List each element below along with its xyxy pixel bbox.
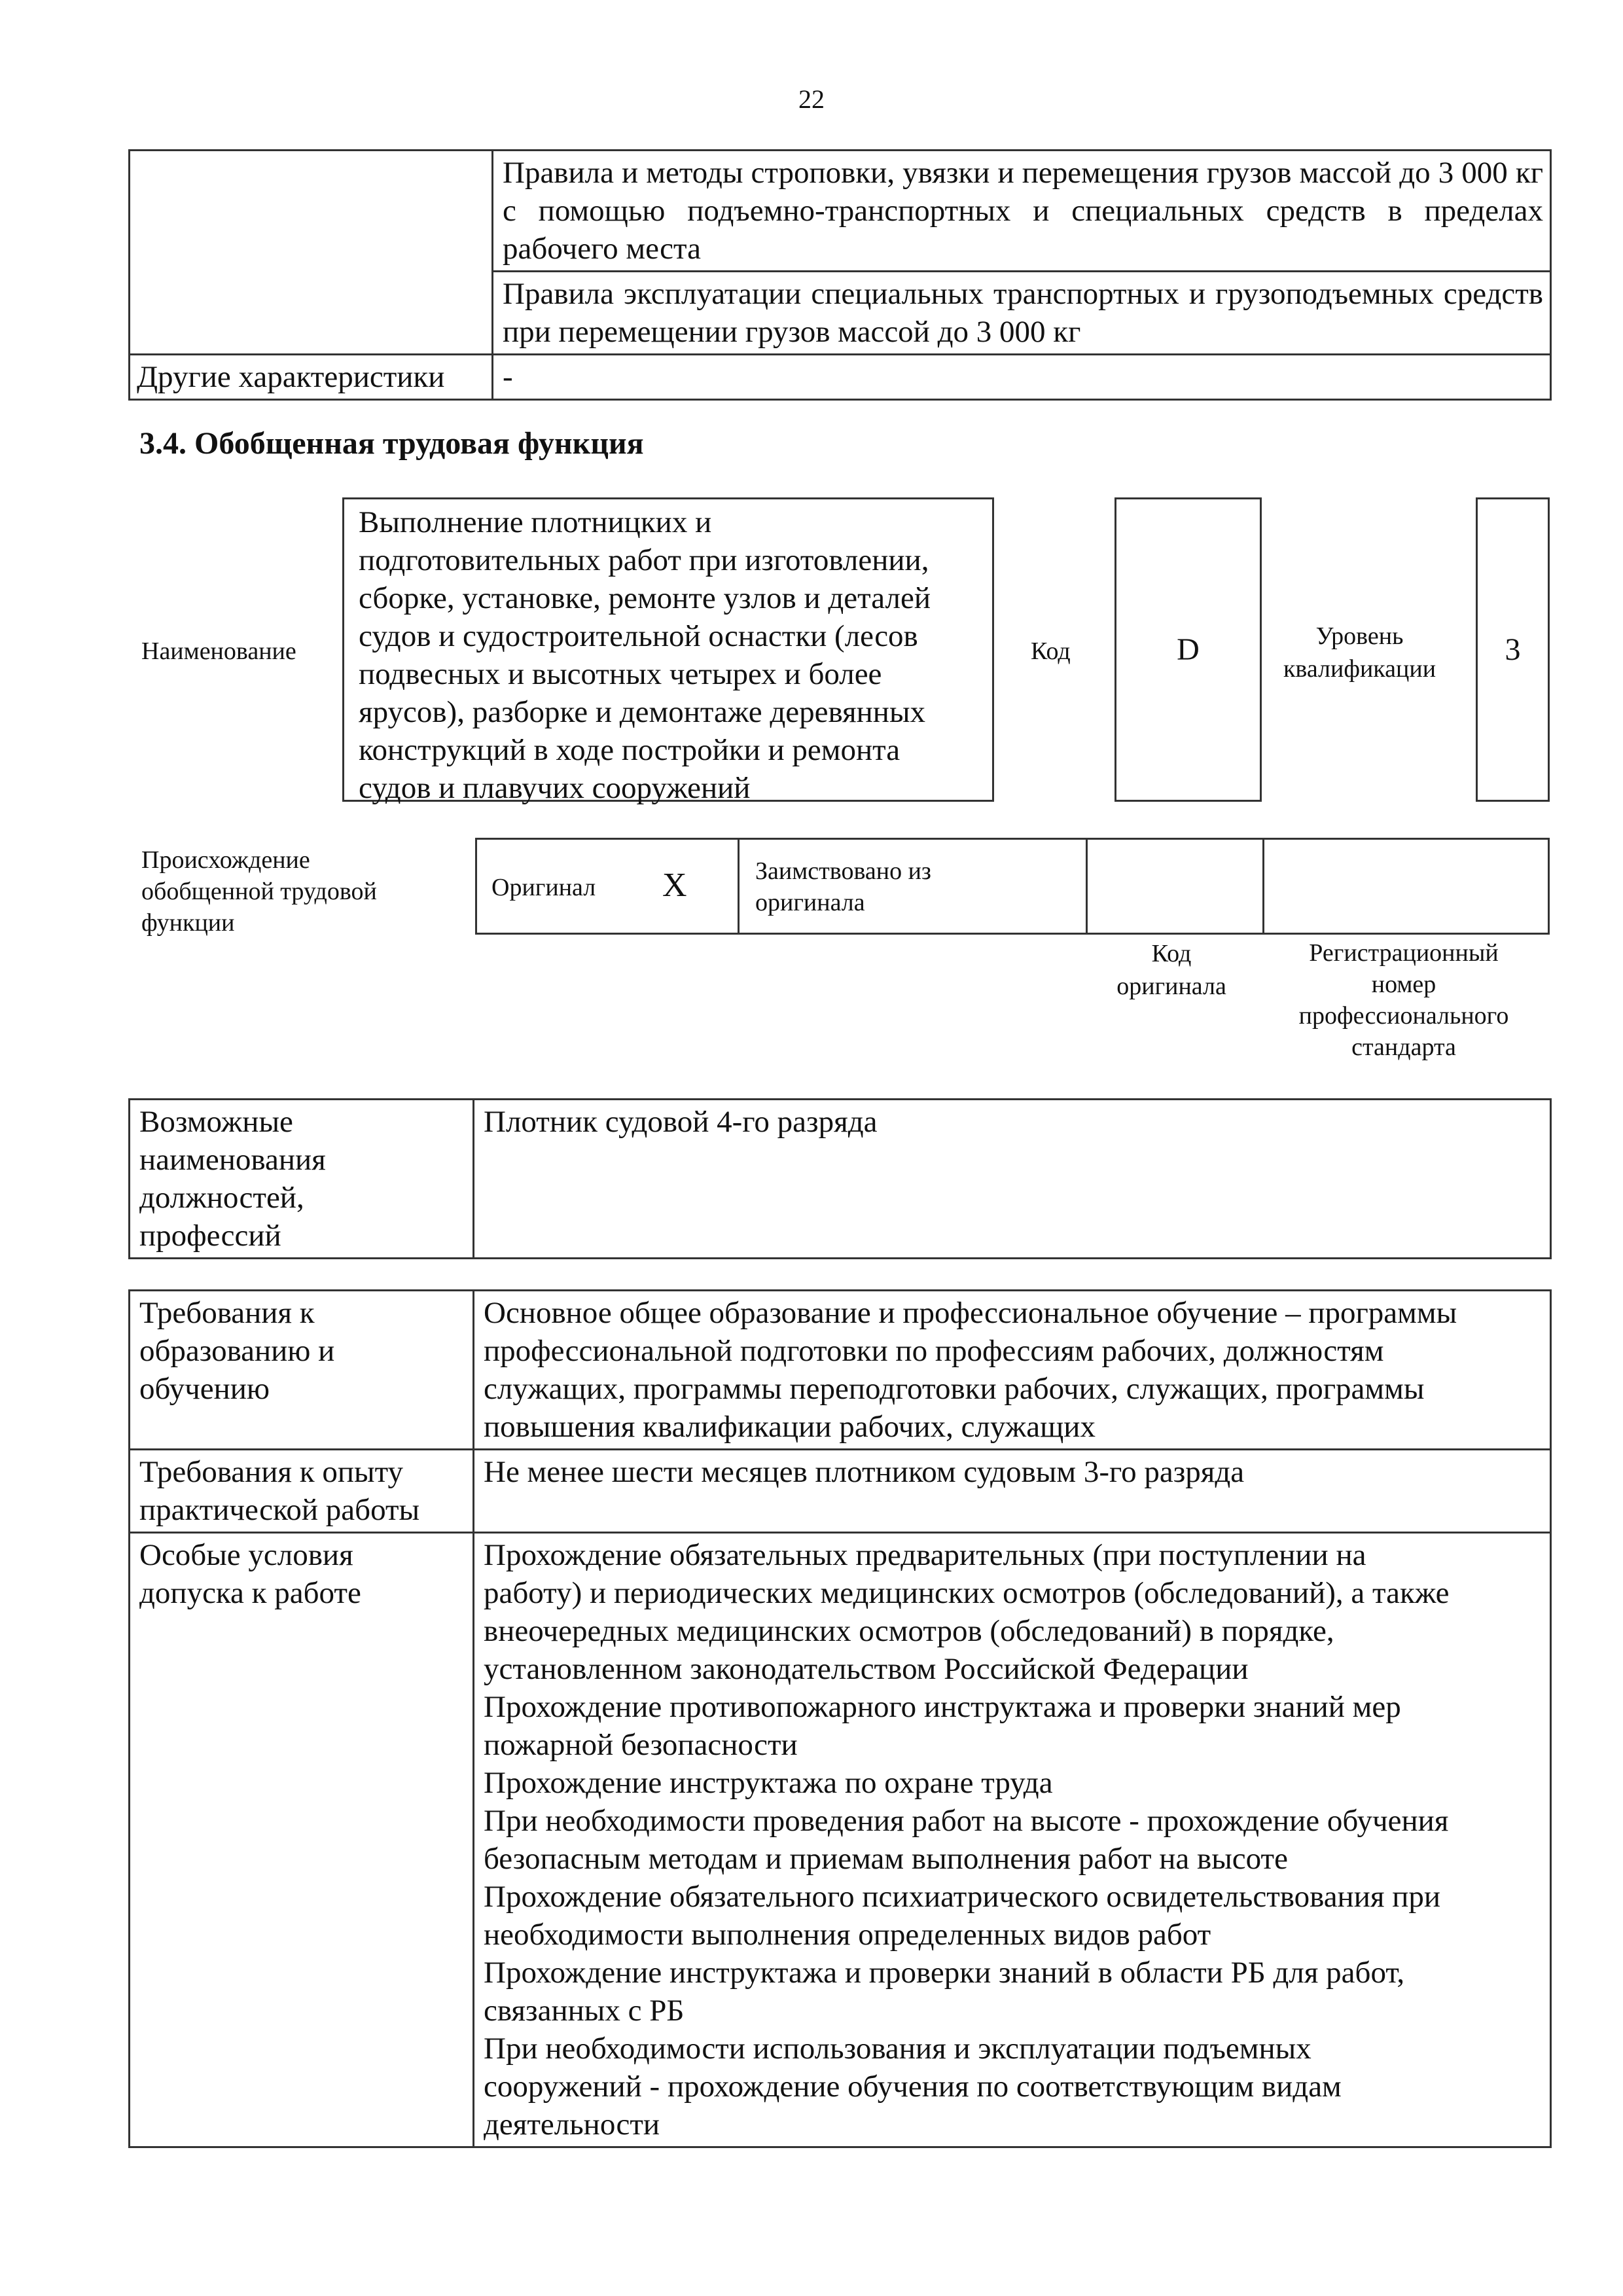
requirement-value-line: При необходимости использования и эксплуатации подъемных (484, 2032, 1311, 2066)
requirement-value-line: При необходимости проведения работ на высоте - прохождение обучения (484, 1804, 1449, 1838)
positions-label-line: профессий (139, 1219, 281, 1253)
knowledge-table (128, 149, 1552, 401)
registration-number-caption (1260, 937, 1548, 1063)
requirement-value-line: служащих, программы переподготовки рабочих, служащих, программы (484, 1372, 1425, 1406)
admission-conditions-value (474, 1533, 1551, 2147)
experience-requirements-label (130, 1450, 474, 1533)
origin-label-line: функции (141, 909, 235, 937)
requirement-label-line: Особые условия (139, 1538, 353, 1572)
origin-label-line: Происхождение (141, 846, 310, 874)
requirement-value-line: сооружений - прохождение обучения по соответствующим видам (484, 2070, 1342, 2104)
registration-caption-line: профессионального (1298, 1002, 1509, 1030)
original-cell (477, 840, 740, 933)
requirement-value-line: повышения квалификации рабочих, служащих (484, 1410, 1096, 1444)
registration-caption-line: номер (1371, 971, 1436, 998)
original-code-cell (1088, 840, 1264, 933)
requirement-value-line: пожарной безопасности (484, 1728, 798, 1762)
knowledge-item: Правила и методы строповки, увязки и перемещения грузов массой до 3 000 кг с помощью подъемно-транспортных и специальных средств в пределах рабочего места (493, 151, 1551, 272)
function-name-line: судов и судостроительной оснастки (лесов (359, 619, 918, 653)
section-heading: 3.4. Обобщенная трудовая функция (139, 426, 644, 461)
requirement-label-line: Требования к опыту (139, 1455, 404, 1489)
registration-number-cell (1264, 840, 1548, 933)
function-name-line: ярусов), разборке и демонтаже деревянных (359, 695, 926, 729)
requirement-value-line: установленном законодательством Российской Федерации (484, 1652, 1249, 1686)
education-requirements-label (130, 1291, 474, 1450)
knowledge-item: Правила эксплуатации специальных транспортных и грузоподъемных средств при перемещении грузов массой до 3 000 кг (493, 272, 1551, 355)
requirement-value-line: Прохождение инструктажа и проверки знаний в области РБ для работ, (484, 1956, 1405, 1990)
original-label: Оригинал (491, 874, 596, 901)
admission-conditions-label (130, 1533, 474, 2147)
requirement-value-line: связанных с РБ (484, 1994, 685, 2028)
borrowed-cell (740, 840, 1088, 933)
positions-value: Плотник судовой 4-го разряда (474, 1100, 1551, 1259)
positions-label-line: Возможные (139, 1105, 293, 1139)
code-value-box (1115, 497, 1262, 802)
requirement-value-line: Не менее шести месяцев плотником судовым 3-го разряда (484, 1455, 1245, 1489)
function-name-line: Выполнение плотницких и (359, 505, 712, 539)
original-mark: X (662, 867, 687, 904)
requirement-value-line: безопасным методам и приемам выполнения работ на высоте (484, 1842, 1288, 1876)
original-code-caption (1083, 937, 1260, 1003)
requirement-label-line: Требования к (139, 1296, 315, 1330)
page-number: 22 (798, 84, 825, 114)
function-name-box (342, 497, 994, 805)
education-requirements-value (474, 1291, 1551, 1450)
requirement-value-line: работу) и периодических медицинских осмотров (обследований), а также (484, 1576, 1450, 1610)
qualification-level-label (1276, 620, 1443, 685)
function-name-line: подготовительных работ при изготовлении, (359, 543, 929, 577)
qualification-level-label-line: квалификации (1283, 655, 1436, 683)
qualification-level-label-line: Уровень (1315, 622, 1404, 650)
requirement-label-line: допуска к работе (139, 1576, 361, 1610)
requirements-table (128, 1289, 1552, 2148)
code-label: Код (1031, 637, 1071, 665)
code-value: D (1177, 632, 1200, 667)
positions-table (128, 1098, 1552, 1259)
qualification-level-box (1476, 497, 1550, 802)
function-name-line: сборке, установке, ремонте узлов и деталей (359, 581, 931, 615)
registration-caption-line: стандарта (1351, 1033, 1456, 1061)
function-name-line: конструкций в ходе постройки и ремонта (359, 733, 901, 767)
requirement-value-line: Прохождение обязательных предварительных (при поступлении на (484, 1538, 1366, 1572)
registration-caption-line: Регистрационный (1309, 939, 1499, 967)
requirement-label-line: обучению (139, 1372, 270, 1406)
requirement-value-line: Прохождение противопожарного инструктажа и проверки знаний мер (484, 1690, 1401, 1724)
function-name-line: подвесных и высотных четырех и более (359, 657, 882, 691)
requirement-value-line: профессиональной подготовки по профессиям рабочих, должностям (484, 1334, 1384, 1368)
original-code-caption-line: оригинала (1116, 973, 1226, 1000)
origin-box (475, 838, 1550, 935)
borrowed-label-line: Заимствовано из (755, 857, 931, 885)
borrowed-label-line: оригинала (755, 889, 865, 916)
original-code-caption-line: Код (1151, 940, 1192, 967)
requirement-value-line: внеочередных медицинских осмотров (обследований) в порядке, (484, 1614, 1334, 1648)
origin-label (141, 844, 377, 939)
function-name-line: судов и плавучих сооружений (359, 771, 751, 805)
requirement-value-line: Основное общее образование и профессиональное обучение – программы (484, 1296, 1457, 1330)
requirement-label-line: практической работы (139, 1493, 420, 1527)
positions-label-line: наименования (139, 1143, 326, 1177)
requirement-value-line: Прохождение инструктажа по охране труда (484, 1766, 1053, 1800)
requirement-value-line: необходимости выполнения определенных видов работ (484, 1918, 1211, 1952)
qualification-level-value: 3 (1505, 632, 1521, 667)
empty-label-cell (130, 151, 493, 355)
requirement-value-line: деятельности (484, 2108, 660, 2142)
positions-label (130, 1100, 474, 1259)
other-characteristics-label: Другие характеристики (130, 355, 493, 400)
experience-requirements-value (474, 1450, 1551, 1533)
positions-label-line: должностей, (139, 1181, 304, 1215)
other-characteristics-value: - (493, 355, 1551, 400)
requirement-value-line: Прохождение обязательного психиатрического освидетельствования при (484, 1880, 1441, 1914)
requirement-label-line: образованию и (139, 1334, 335, 1368)
origin-label-line: обобщенной трудовой (141, 878, 377, 905)
name-label: Наименование (141, 637, 296, 665)
